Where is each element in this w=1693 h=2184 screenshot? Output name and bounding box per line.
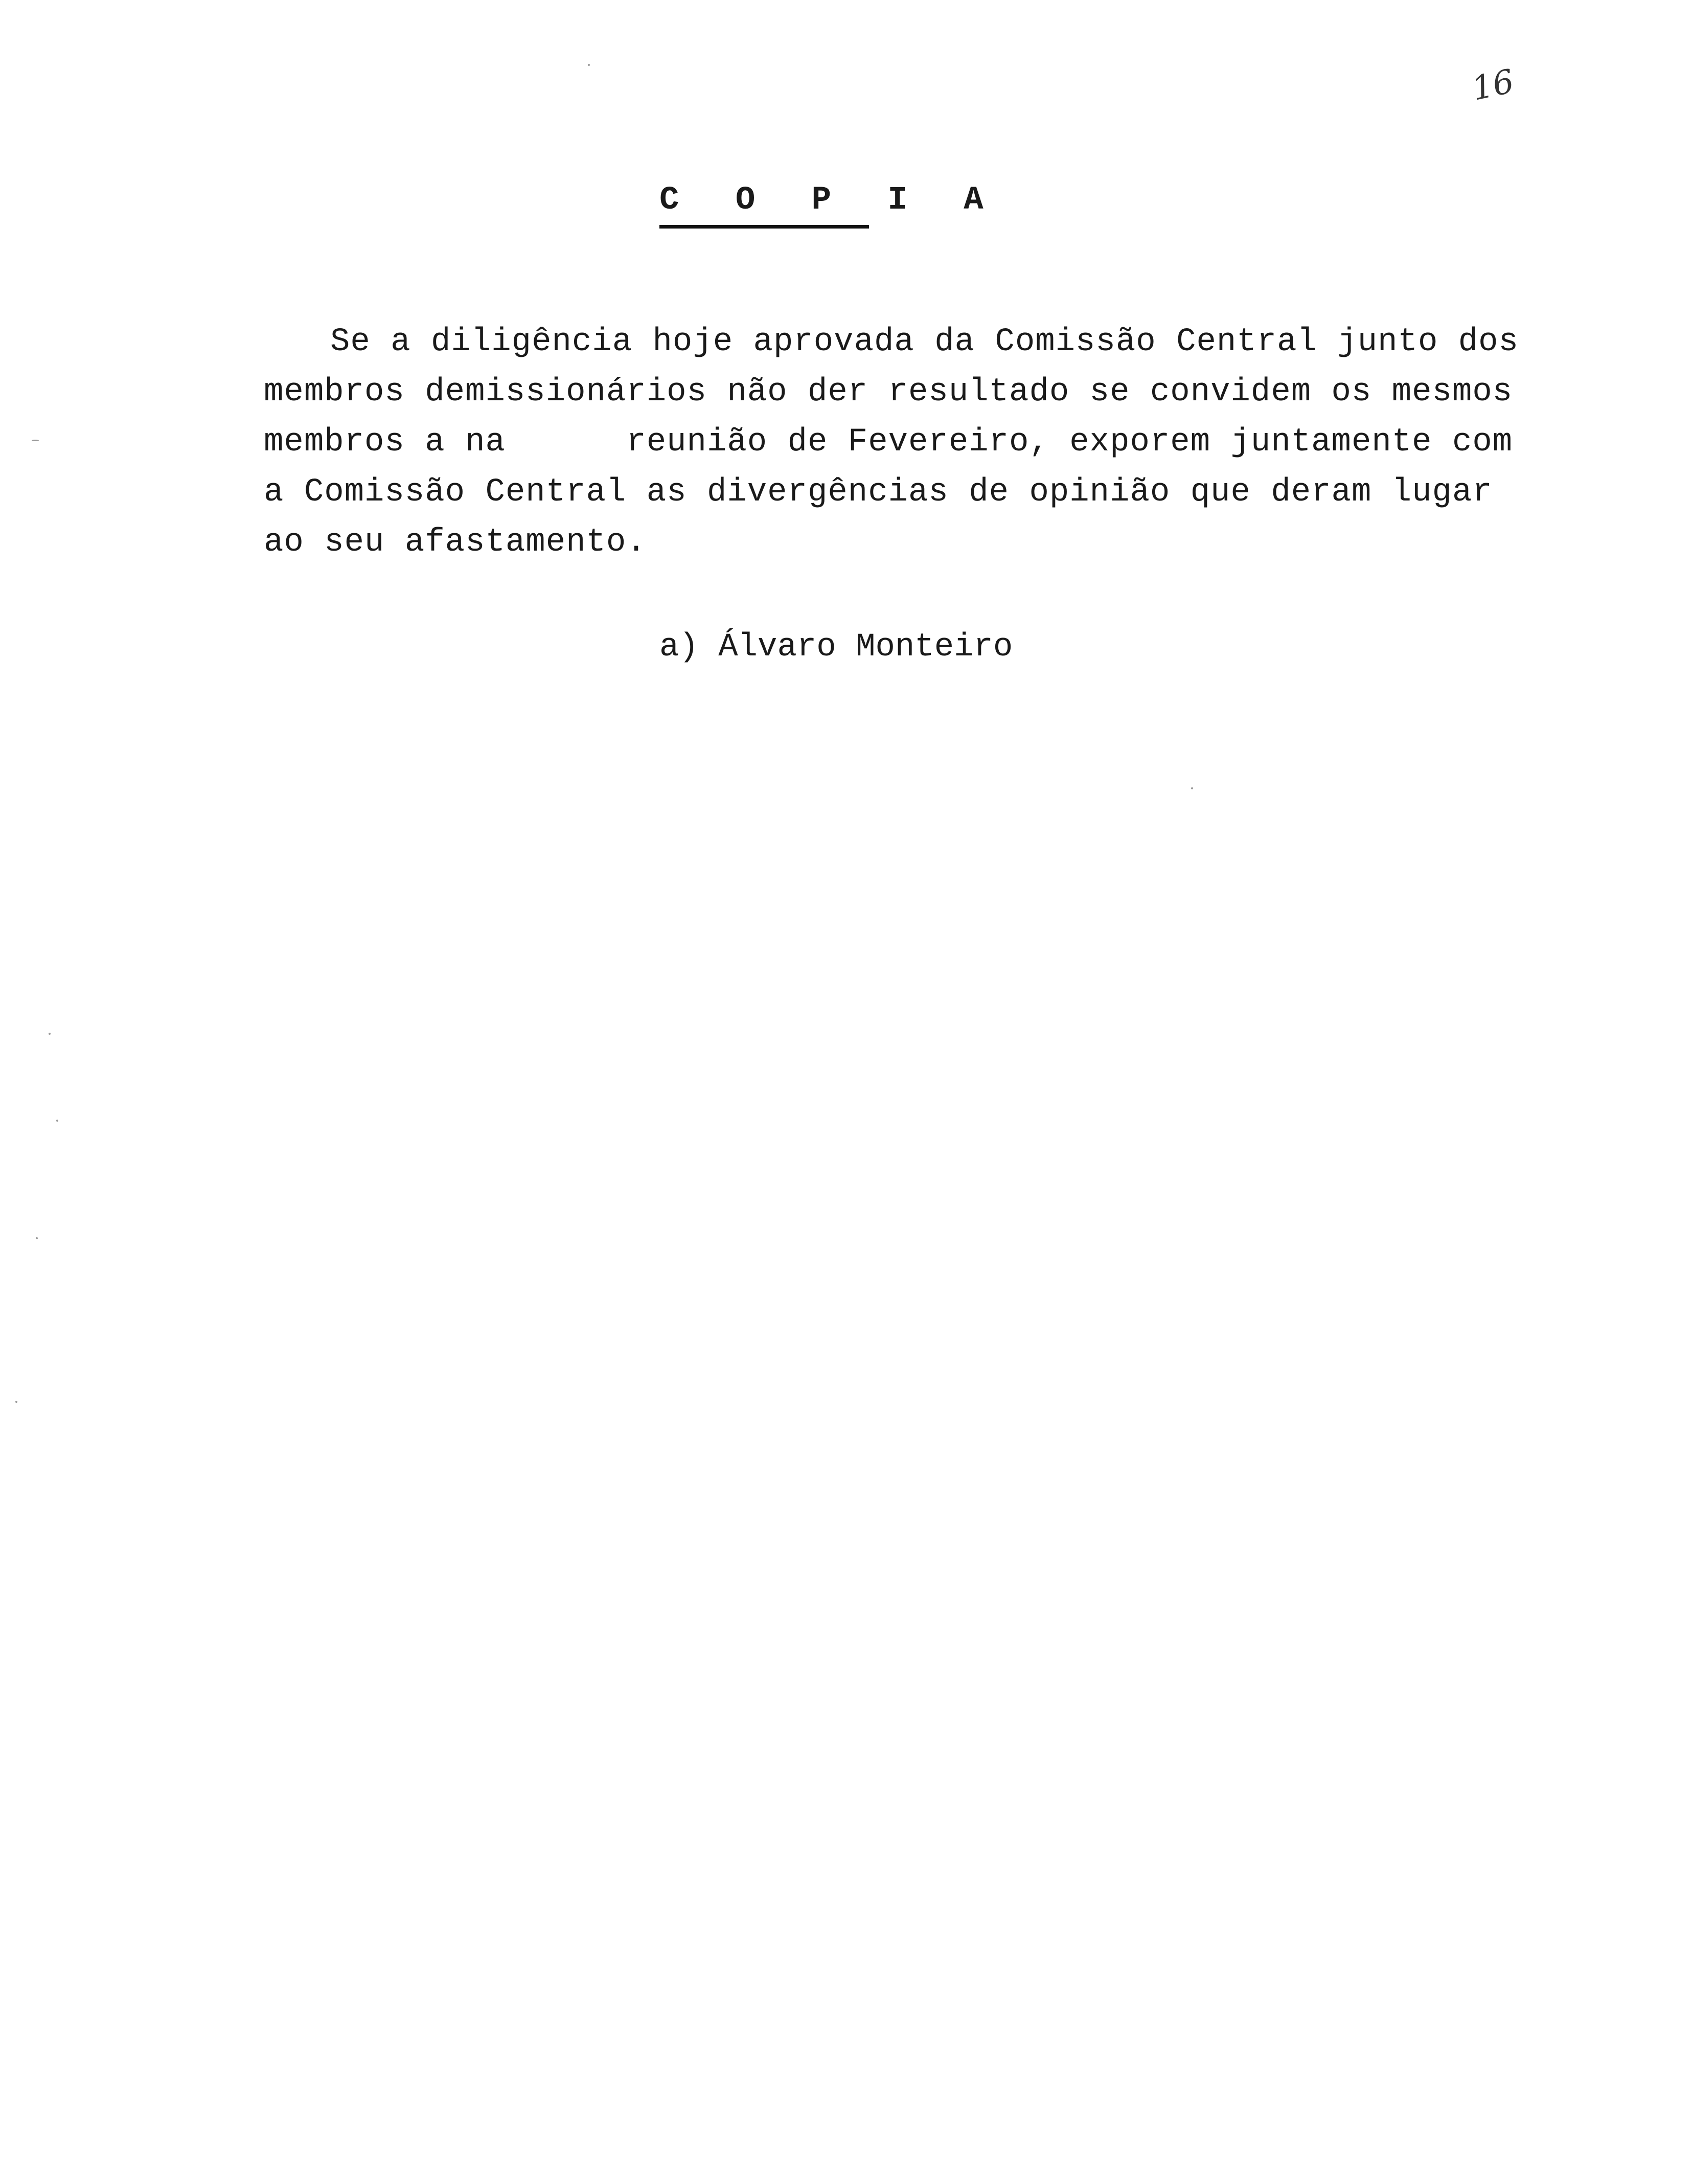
- body-line: membros a na reunião de Fevereiro, exporem juntamente com: [264, 424, 1513, 461]
- title-underline: [659, 225, 869, 229]
- scan-speck: [1191, 787, 1193, 789]
- scan-speck: [49, 1033, 51, 1035]
- body-line: a Comissão Central as divergências de opinião que deram lugar: [264, 474, 1493, 511]
- page-number: 16: [1469, 62, 1518, 108]
- scan-speck: [56, 1120, 58, 1122]
- scan-speck: [588, 64, 590, 66]
- body-line: membros demissionários não der resultado se convidem os mesmos: [264, 374, 1513, 411]
- document-title: C O P I A: [659, 182, 1002, 219]
- body-line: Se a diligência hoje aprovada da Comissão Central junto dos: [330, 324, 1519, 360]
- signature-line: a) Álvaro Monteiro: [659, 629, 1013, 666]
- scan-speck: [15, 1401, 17, 1403]
- scan-speck: [36, 1237, 38, 1239]
- body-line: ao seu afastamento.: [264, 524, 647, 561]
- body-paragraph: [264, 317, 1572, 567]
- scan-speck: [32, 440, 39, 441]
